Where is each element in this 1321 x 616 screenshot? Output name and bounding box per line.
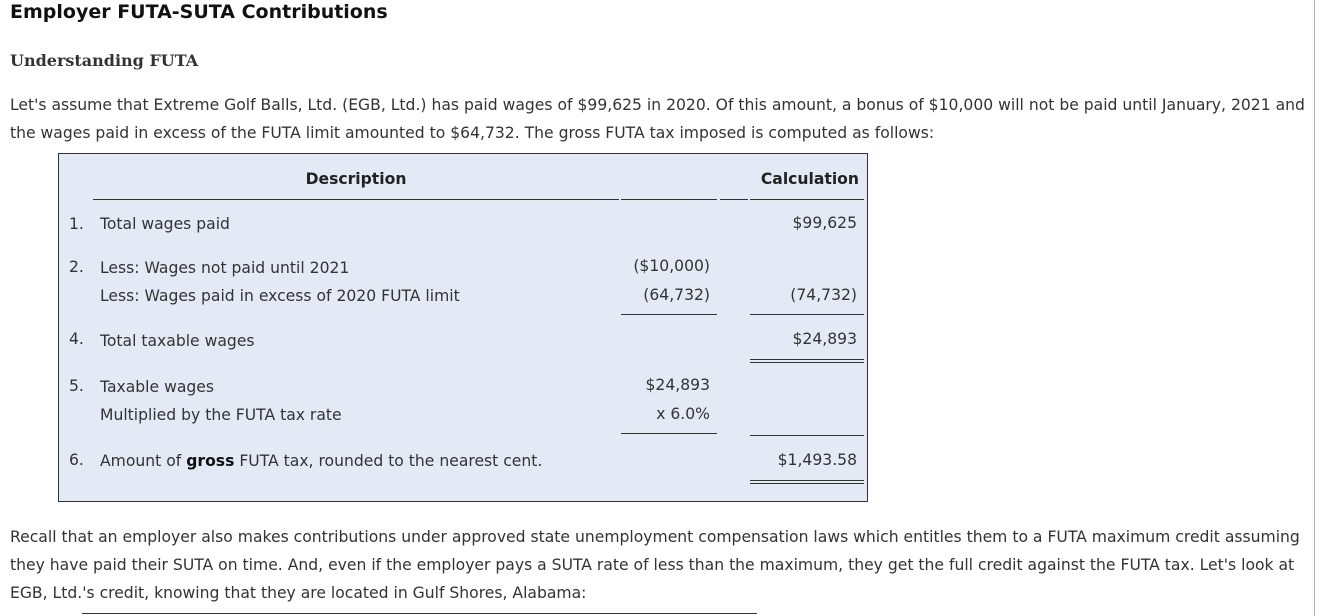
row-label: Taxable wages <box>100 378 214 396</box>
row-label: Multiplied by the FUTA tax rate <box>100 406 342 424</box>
label-pre: Amount of <box>100 452 187 470</box>
row-label <box>100 451 542 471</box>
intro-paragraph: Let's assume that Extreme Golf Balls, Ltd. (EGB, Ltd.) has paid wages of $99,625 in 2020. Of this amount, a bonus of $10,000 will not be paid until January, 2021 and the wages paid in excess of the FUTA limit amounted to $64,732. The gross FUTA tax imposed is computed as follows: <box>10 96 1305 142</box>
row-label: Total taxable wages <box>100 332 255 350</box>
rate-rule-calc <box>750 435 864 436</box>
subtotal-rule-mid <box>621 314 717 315</box>
label-post: FUTA tax, rounded to the nearest cent. <box>234 452 543 470</box>
grand-total-double-rule <box>750 480 864 484</box>
row-number: 2. <box>69 258 84 276</box>
row-label: Less: Wages paid in excess of 2020 FUTA limit <box>100 287 460 305</box>
header-description: Description <box>305 170 407 188</box>
closing-paragraph: Recall that an employer also makes contributions under approved state unemployment compensation laws which entitles them to a FUTA maximum credit assuming they have paid their SUTA on time. And, even if the employer pays a SUTA rate of less than the maximum, they get the full credit against the FUTA tax. Let's look at EGB, Ltd.'s credit, knowing that they are located in Gulf Shores, Alabama: <box>10 528 1300 602</box>
header-calculation: Calculation <box>760 170 859 188</box>
row-mid: x 6.0% <box>656 405 710 423</box>
next-table-top-rule <box>82 613 757 614</box>
row-label: Total wages paid <box>100 215 230 233</box>
row-number: 6. <box>69 451 84 469</box>
row-calc: (74,732) <box>790 286 857 304</box>
subtotal-rule-calc <box>750 314 864 315</box>
row-calc: $1,493.58 <box>777 451 857 469</box>
page-right-border <box>1314 0 1315 616</box>
row-mid: ($10,000) <box>633 257 710 275</box>
header-rule-calculation <box>750 199 864 200</box>
row-label: Less: Wages not paid until 2021 <box>100 259 350 277</box>
section-title: Understanding FUTA <box>10 51 199 70</box>
header-rule-description <box>93 199 619 200</box>
row-mid: $24,893 <box>645 376 710 394</box>
row-calc: $99,625 <box>792 214 857 232</box>
total-double-rule <box>750 359 864 363</box>
row-number: 4. <box>69 330 84 348</box>
header-rule-spacer <box>720 199 748 200</box>
rate-rule-mid <box>621 433 717 434</box>
header-rule-mid <box>621 199 717 200</box>
row-mid: (64,732) <box>643 286 710 304</box>
futa-calculation-table <box>58 153 868 502</box>
page-title: Employer FUTA-SUTA Contributions <box>10 1 388 23</box>
row-number: 1. <box>69 215 84 233</box>
row-calc: $24,893 <box>792 330 857 348</box>
label-bold-gross: gross <box>186 452 235 470</box>
row-number: 5. <box>69 377 84 395</box>
